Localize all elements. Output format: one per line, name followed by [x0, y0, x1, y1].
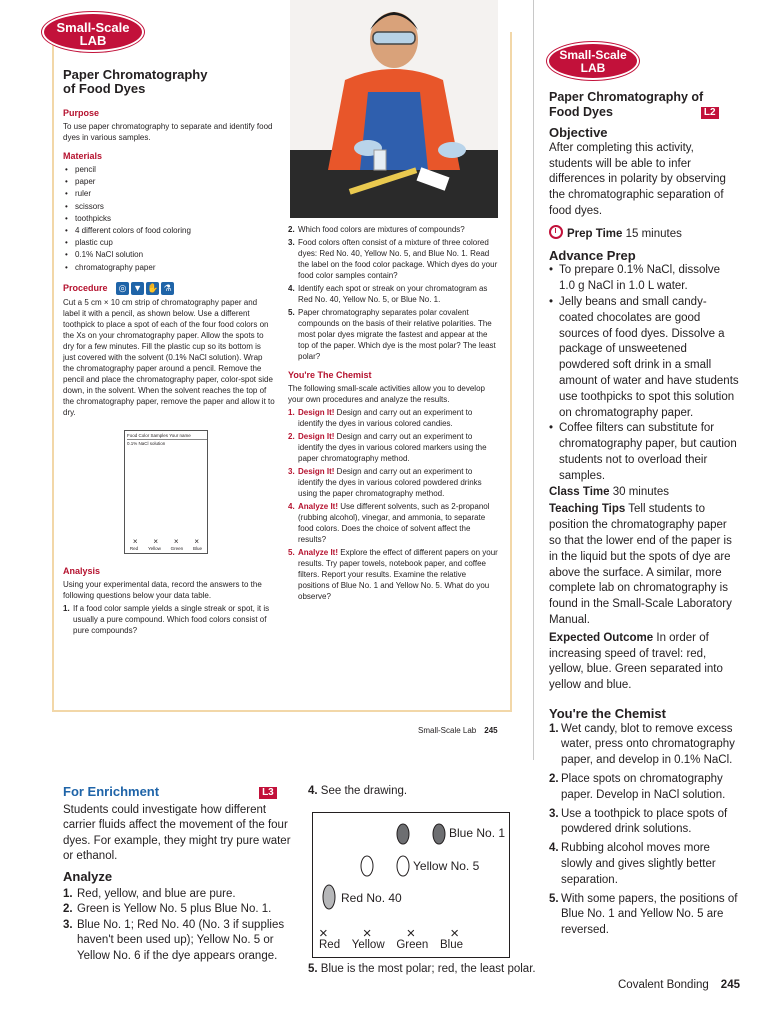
analyze-item: 2. Green is Yellow No. 5 plus Blue No. 1. [63, 903, 272, 916]
material-item: • 4 different colors of food coloring [65, 225, 275, 237]
strip-mark: × [153, 536, 159, 546]
chromatography-strip-diagram [124, 430, 208, 554]
level-badge: L2 [701, 107, 719, 119]
small-scale-lab-badge: Small-Scale LAB [42, 12, 144, 52]
chemist-item: 1. Design It! Design and carry out an experiment to identify the dyes in various colored candies. [288, 408, 473, 428]
goggles-icon: ◎ [116, 282, 129, 295]
chemist-list [288, 407, 498, 602]
expected-outcome: Expected Outcome In order of increasing speed of travel: red, yellow, blue. Green separated into yellow and blue. [549, 631, 723, 692]
drawing-color-labels [319, 939, 463, 951]
drawing-mark: × [362, 925, 372, 942]
strip-mark: × [173, 536, 179, 546]
materials-list [65, 164, 275, 274]
drawing-mark: × [319, 925, 328, 942]
teacher-chemist-item: 4. Rubbing alcohol moves more slowly and gives slightly better separation. [549, 842, 716, 886]
material-item: • paper [65, 176, 275, 188]
teacher-small-scale-lab-badge: Small-Scale LAB [547, 42, 639, 80]
purpose-text: To use paper chromatography to separate and identify food dyes in various samples. [63, 122, 273, 142]
enrichment-text: Students could investigate how different carrier fluids affect the movement of the four dyes. For example, they might try pure water or ethanol. [63, 803, 291, 863]
advance-prep-item: • Coffee filters can substitute for chromatography paper, but caution students not to overload their samples. [549, 421, 739, 484]
yellow-spot-yellow-lane [361, 856, 373, 876]
analyze-heading: Analyze [63, 868, 113, 884]
student-left-column [63, 66, 275, 638]
class-time-row: Class Time 30 minutes [549, 485, 669, 498]
analyze-list [63, 887, 299, 965]
prep-time-row: Prep Time 15 minutes [549, 225, 739, 243]
drawing-color-label: Green [396, 939, 429, 951]
analyze-item: 1. Red, yellow, and blue are pure. [63, 887, 236, 900]
analysis-item: 3. Food colors often consist of a mixture of three colored dyes: Red No. 40, Yellow No. 5, and Blue No. 1. Read the label on the food color package. Which dyes do your food color samples contain? [288, 238, 498, 280]
material-item: • pencil [65, 164, 275, 176]
strip-marks [125, 536, 207, 546]
analysis-item: 5. Paper chromatography separates polar covalent compounds on the basis of their relative polarities. The most polar dyes migrate the fastest and appear at the top of the paper. Which dye is the most polar? The least polar? [288, 308, 496, 361]
teacher-chemist-list [549, 722, 739, 939]
student-page-footer: Small-Scale Lab 245 [418, 726, 498, 735]
strip-color-label: Blue [193, 545, 203, 551]
strip-header: Food Color Samples Your name [127, 433, 207, 440]
item-5-line: 5. Blue is the most polar; red, the least polar. [308, 963, 536, 975]
chemist-intro: The following small-scale activities allow you to develop your own procedures and analyze the results. [288, 384, 485, 404]
blue-no-1-label: Blue No. 1 [449, 826, 506, 840]
procedure-heading: Procedure ◎ ▼ ✋ ⚗ [63, 282, 275, 295]
teacher-right-column [549, 90, 739, 942]
analysis-list-part1 [63, 603, 275, 636]
strip-mark: × [132, 536, 138, 546]
teacher-chemist-item: 2. Place spots on chromatography paper. Develop in NaCl solution. [549, 773, 726, 801]
flask-icon: ⚗ [161, 282, 174, 295]
analysis-item: 2. Which food colors are mixtures of compounds? [288, 225, 465, 234]
strip-mark: × [194, 536, 200, 546]
objective-heading: Objective [549, 125, 608, 140]
drawing-mark: × [406, 925, 416, 942]
analysis-text: Using your experimental data, record the answers to the following questions below your data table. [63, 579, 262, 600]
material-item: • plastic cup [65, 237, 275, 249]
chromatogram-drawing [312, 812, 510, 958]
safety-icons [116, 282, 176, 295]
teacher-chemist-heading: You're the Chemist [549, 705, 666, 721]
lab-coat-icon: ▼ [131, 282, 144, 295]
strip-color-label: Green [170, 545, 184, 551]
material-item: • chromatography paper [65, 262, 275, 274]
clock-icon [549, 225, 563, 239]
drawing-color-label: Yellow [351, 939, 385, 951]
yellow-no-5-label: Yellow No. 5 [413, 859, 480, 873]
analysis-item: 1. If a food color sample yields a single streak or spot, it is usually a pure compound. Which food colors consist of pure compounds? [63, 603, 270, 635]
strip-color-labels [125, 546, 207, 552]
enrichment-heading: For Enrichment L3 [63, 784, 299, 800]
purpose-heading: Purpose [63, 108, 100, 118]
teacher-page-footer: Covalent Bonding 245 [618, 979, 740, 991]
analysis-heading: Analysis [63, 565, 101, 576]
analyze-item: 3. Blue No. 1; Red No. 40 (No. 3 if supplies haven't been used up); Yellow No. 5 or Yellow No. 6 if the dye appears orange. [63, 918, 285, 962]
material-item: • toothpicks [65, 213, 275, 225]
drawing-color-label: Blue [439, 939, 463, 951]
item-4-line: 4. See the drawing. [308, 785, 408, 797]
drawing-color-label: Red [319, 939, 341, 951]
lab-photo [290, 0, 498, 218]
teaching-tips: Teaching Tips Tell students to position the chromatography paper so that the lower end of the paper is in the liquid but the spots of dye are above the surface. A similar, more complete lab on chromatography is found in the Small-Scale Laboratory Manual. [549, 503, 732, 626]
chemist-item: 4. Analyze It! Use different solvents, such as 2-propanol (rubbing alcohol), vinegar, and ammonia, to separate food colors. Does the choice of solvent affect the results? [288, 502, 490, 544]
analysis-list-part2 [288, 224, 498, 362]
analysis-item: 4. Identify each spot or streak on your chromatogram as Red No. 40, Yellow No. 5, or Blue No. 1. [288, 284, 488, 304]
chemist-item: 5. Analyze It! Explore the effect of different papers on your results. Try paper towels, notebook paper, and coffee filters. Report your results. Examine the relative positions of Blue No. 1 and Yellow No. 5. What do you observe? [288, 548, 498, 601]
teacher-chemist-item: 1. Wet candy, blot to remove excess water, press onto chromatography paper, and develop in 0.1% NaCl. [549, 722, 735, 767]
blue-spot-blue-lane [433, 824, 445, 844]
advance-prep-item: • Jelly beans and small candy-coated chocolates are good sources of food dyes. Dissolve a package of unsweetened powdered soft drink in a small amount of water and have students use toothpicks to spot this solution on chromatography paper. [549, 295, 739, 421]
hand-wash-icon: ✋ [146, 282, 159, 293]
chemist-heading: You're The Chemist [288, 370, 372, 380]
material-item: • scissors [65, 201, 275, 213]
student-lab-title: Paper Chromatography of Food Dyes [63, 67, 208, 96]
materials-heading: Materials [63, 151, 103, 161]
advance-prep-item: • To prepare 0.1% NaCl, dissolve 1.0 g NaCl in 1.0 L water. [549, 263, 739, 295]
chemist-item: 2. Design It! Design and carry out an experiment to identify the dyes in various colored markers using the paper chromatography method. [288, 432, 487, 463]
procedure-text: Cut a 5 cm × 10 cm strip of chromatography paper and label it with a pencil, as shown below. Use a different toothpick to place a spot of each of the four food colors on the Xs on your chromatography paper. Allow the spots to dry for a few minutes. Fill the plastic cup so its bottom is just covered with the solvent (0.1% NaCl solution). Wrap the chromatography paper around a pencil. Remove the pencil and place the chromatography paper, color-spot side down, in the solvent. When the solvent reaches the top of the chromatography paper, remove the paper and allow it to dry. [63, 297, 275, 417]
red-spot [323, 885, 335, 909]
strip-color-label: Red [129, 545, 139, 551]
chemist-item: 3. Design It! Design and carry out an experiment to identify the dyes in various colored powdered drinks using the paper chromatography method. [288, 467, 482, 498]
red-no-40-label: Red No. 40 [341, 891, 402, 905]
material-item: • 0.1% NaCl solution [65, 249, 275, 261]
enrichment-level-badge: L3 [259, 787, 277, 799]
material-item: • ruler [65, 188, 275, 200]
blue-spot-green-lane [397, 824, 409, 844]
advance-prep-heading: Advance Prep [549, 247, 636, 263]
teacher-lab-title: Paper Chromatography of Food Dyes L2 [549, 90, 739, 120]
teacher-chemist-item: 3. Use a toothpick to place spots of powdered drink solutions. [549, 807, 728, 836]
student-middle-column [288, 224, 498, 604]
advance-prep-list [549, 263, 739, 484]
objective-text: After completing this activity, students will be able to infer differences in polarity by observing the chromatographic separation of food dyes. [549, 141, 726, 217]
strip-solution-label: 0.1% NaCl solution [127, 440, 166, 446]
yellow-spot-green-lane [397, 856, 409, 876]
strip-color-label: Yellow [148, 545, 161, 551]
teacher-chemist-item: 5. With some papers, the positions of Blue No. 1 and Yellow No. 5 are reversed. [549, 892, 738, 937]
drawing-mark: × [450, 925, 459, 942]
enrichment-and-analyze [63, 784, 299, 965]
